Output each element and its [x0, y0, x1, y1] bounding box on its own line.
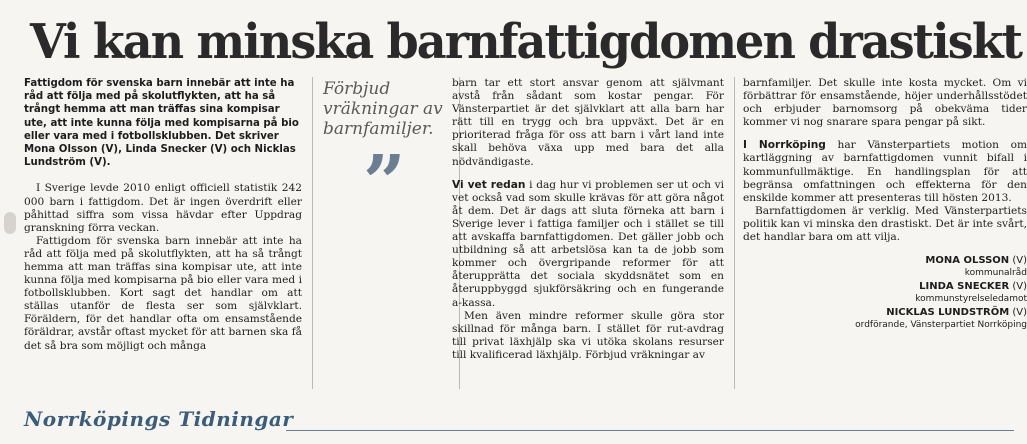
signature-role: ordförande, Vänsterpartiet Norrköping: [855, 320, 1027, 331]
paragraph: barnfamiljer. Det skulle inte kosta mycket. Om vi förbättrar för ensamstående, höjer underhållsstödet och erbjuder barnomsorg på obekväma tider kommer vi nog snarare spara pengar på sikt.: [743, 77, 1027, 129]
paragraph-lead: I Norrköping: [743, 139, 826, 152]
column-1: [24, 77, 302, 389]
quote-mark-icon: ”: [363, 140, 406, 226]
signature-name: NICKLAS LUNDSTRÖM (V): [886, 307, 1027, 319]
signature-role: kommunstyrelseledamot: [915, 294, 1027, 305]
article-headline: Vi kan minska barnfattigdomen drastiskt: [30, 14, 1022, 70]
paragraph: Fattigdom för svenska barn innebär att inte ha råd att följa med på skolutflykten, att ha så trångt hemma att man träffas sina kompisar ute, att inte kunna följa med kompisarna på bio eller vara med i fotbollsklubben. Kort sagt det handlar om att ställas utanför de flesta ser som självklart. Föräldern, för det handlar ofta om ensamstående föräldrar, avstår oftast mycket för att barnen ska få det så bra som möjligt och många: [24, 234, 302, 352]
signature-name: MONA OLSSON (V): [925, 255, 1027, 267]
paragraph-lead: Vi vet redan: [452, 178, 526, 191]
pullquote-text: Förbjud vräkningar av barnfamiljer.: [323, 79, 443, 139]
article-body: [24, 77, 1027, 389]
paragraph: [452, 179, 724, 310]
column-3: [452, 77, 724, 389]
paragraph: Barnfattigdomen är verklig. Med Vänsterpartiets politik kan vi minska den drastiskt. Det är inte svårt, det handlar bara om att vilja.: [743, 204, 1027, 244]
column-4: [734, 77, 1027, 389]
signature-name: LINDA SNECKER (V): [919, 281, 1027, 293]
article-ingress: Fattigdom för svenska barn innebär att inte ha råd att följa med på skolutflykten, att ha så trångt hemma att man träffas sina kompisar ute, att inte kunna följa med kompisarna på bio eller vara med i fotbollsklubben. Det skriver Mona Olsson (V), Linda Snecker (V) och Nicklas Lundström (V).: [24, 78, 299, 169]
paragraph-text: har Vänsterpartiets motion om kartläggning av barnfattigdomen vunnit bifall i kommunfullmäktige. En handlingsplan för att begränsa omfattningen och effekterna för den enskilde kommer att presenteras till hösten 2013.: [743, 139, 1027, 204]
punch-hole: [4, 212, 16, 234]
paragraph: Men även mindre reformer skulle göra stor skillnad för många barn. I stället för rut-avdrag till privat läxhjälp ska vi utöka skolans resurser till kvalificerad läxhjälp. Förbjud vräkningar av: [452, 309, 724, 361]
signature-role: kommunalråd: [964, 268, 1027, 279]
signature-block: [743, 254, 1027, 332]
paragraph-text: i dag hur vi problemen ser ut och vi vet också vad som skulle krävas för att göra något åt dem. Det är dags att sluta förneka att barn i Sverige lever i fattiga familjer och i stället se till att avskaffa barnfattigdomen. Det gäller jobb och utbildning så att arbetslösa kan ta de jobb som kommer och övergripande reformer för att återupprätta det sociala skyddsnätet som en återuppbyggd sjukförsäkring och en fungerande a-kassa.: [452, 178, 724, 309]
paragraph: I Sverige levde 2010 enligt officiell statistik 242 000 barn i fattigdom. Det är ingen överdrift eller påhittad siffra som vissa hävdar efter Uppdrag granskning förra veckan.: [24, 182, 302, 234]
footer-rule: [286, 430, 1014, 431]
paragraph: barn tar ett stort ansvar genom att självmant avstå från sådant som kostar pengar. För Vänsterpartiet är det självklart att alla barn har rätt till en trygg och bra uppväxt. Det är en prioriterad fråga för oss att barn i vårt land inte skall behöva växa upp med bara det alla nödvändigaste.: [452, 77, 724, 168]
footer: [24, 404, 1014, 434]
pullquote-column: [312, 77, 460, 389]
newspaper-masthead: Norrköpings Tidningar: [24, 407, 294, 431]
paragraph: [743, 139, 1027, 204]
